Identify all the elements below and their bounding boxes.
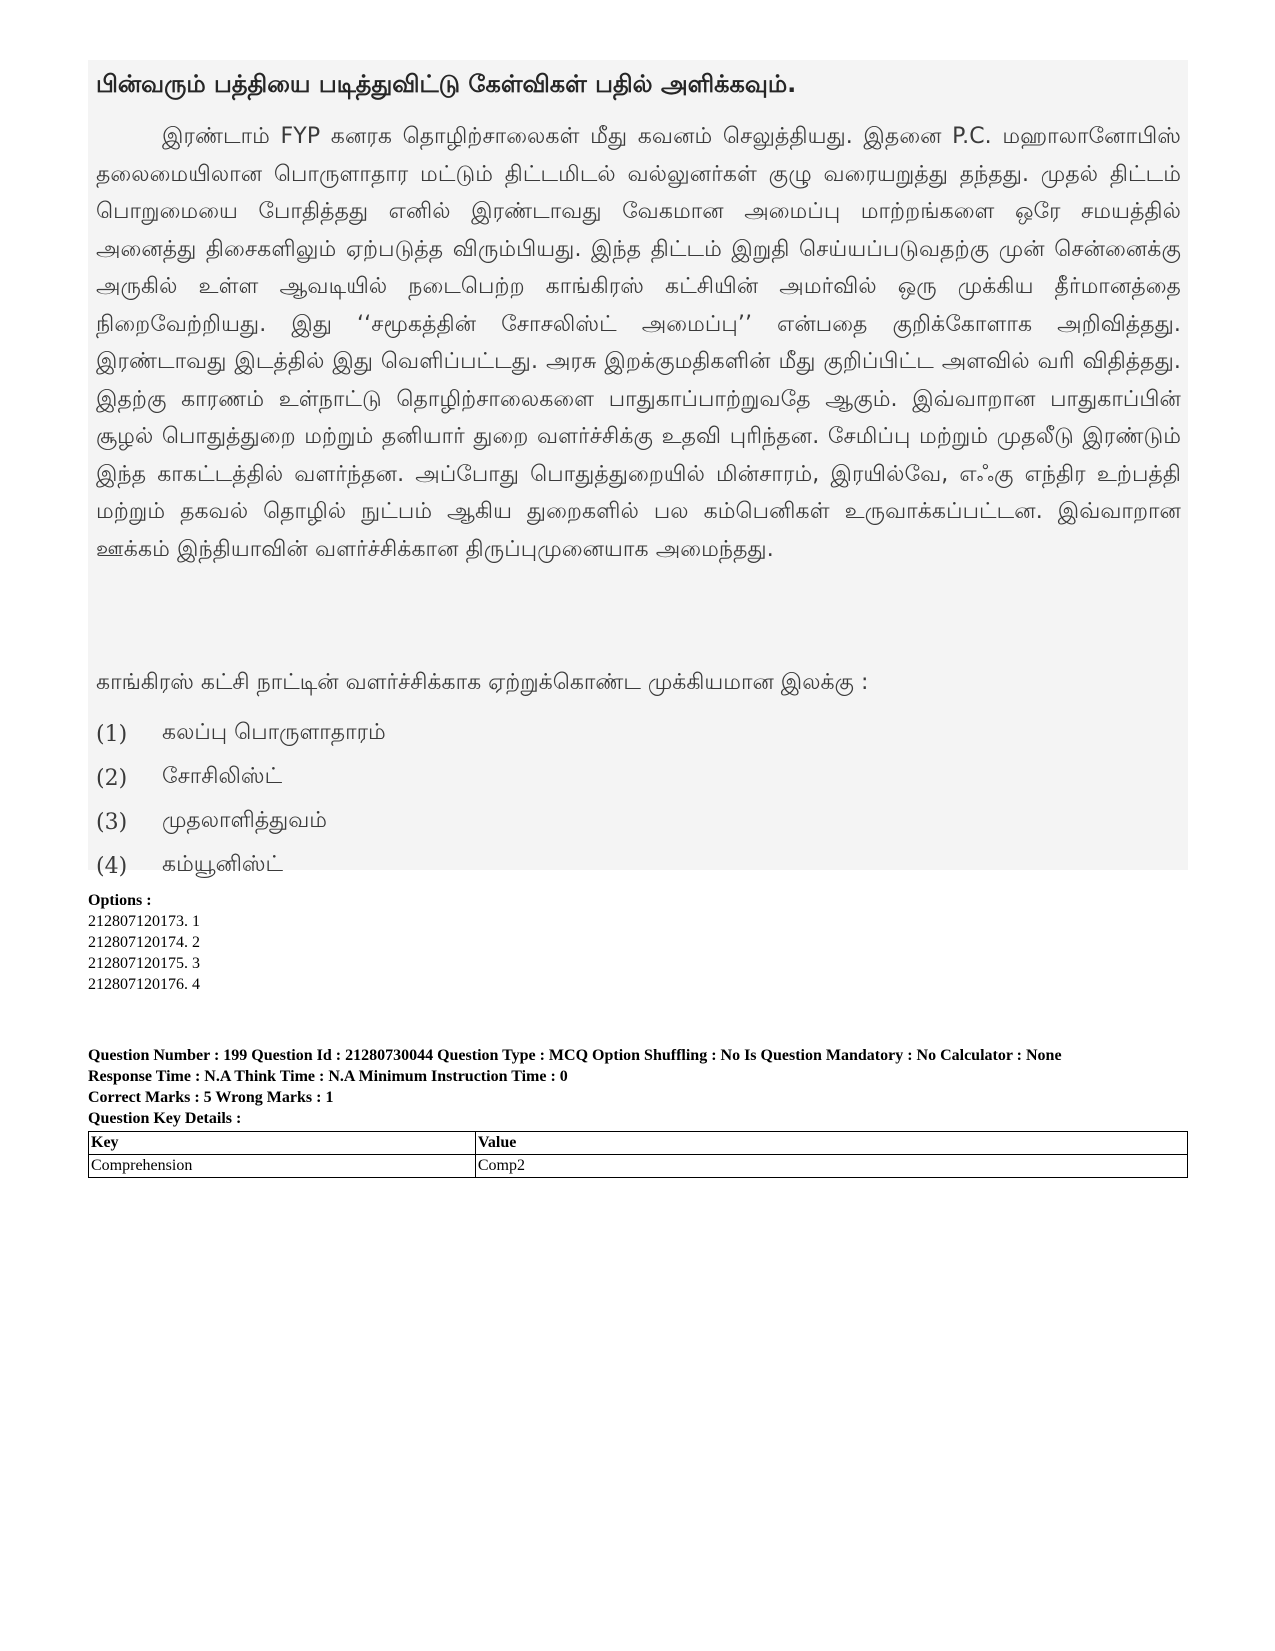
option-number: (2)	[96, 765, 128, 791]
answer-option-3	[96, 800, 386, 844]
table-header-value: Value	[475, 1132, 1187, 1155]
key-details-table	[88, 1131, 1188, 1178]
table-row	[89, 1155, 1188, 1178]
option-text: முதலாளித்துவம்	[162, 808, 327, 833]
options-title: Options :	[88, 892, 152, 909]
key-details-label: Question Key Details :	[88, 1110, 242, 1127]
marks-info-line: Correct Marks : 5 Wrong Marks : 1	[88, 1089, 334, 1106]
answer-option-4	[96, 844, 386, 888]
question-image	[88, 60, 1188, 879]
table-cell-key: Comprehension	[89, 1155, 476, 1178]
question-text: காங்கிரஸ் கட்சி நாட்டின் வளர்ச்சிக்காக ஏற்றுக்கொண்ட முக்கியமான இலக்கு :	[96, 670, 869, 695]
option-id-3: 212807120175. 3	[88, 955, 200, 972]
passage-instruction: பின்வரும் பத்தியை படித்துவிட்டு கேள்விகள் பதில் அளிக்கவும்.	[96, 70, 797, 98]
table-header-key: Key	[89, 1132, 476, 1155]
table-header-row	[89, 1132, 1188, 1155]
option-text: சோசிலிஸ்ட்	[162, 764, 283, 789]
option-id-2: 212807120174. 2	[88, 934, 200, 951]
answer-option-2	[96, 756, 386, 800]
option-text: கலப்பு பொருளாதாரம்	[162, 720, 386, 745]
table-cell-value: Comp2	[475, 1155, 1187, 1178]
answer-options	[96, 712, 386, 888]
option-number: (1)	[96, 721, 128, 747]
question-info-line: Question Number : 199 Question Id : 21280730044 Question Type : MCQ Option Shuffling : No Is Question Mandatory : No Calculator : None	[88, 1047, 1062, 1064]
answer-option-1	[96, 712, 386, 756]
timing-info-line: Response Time : N.A Think Time : N.A Minimum Instruction Time : 0	[88, 1068, 568, 1085]
options-list	[88, 890, 200, 995]
passage-text: இரண்டாம் FYP கனரக தொழிற்சாலைகள் மீது கவனம் செலுத்தியது. இதனை P.C. மஹாலானோபிஸ் தலைமையிலான பொருளாதார மட்டும் திட்டமிடல் வல்லுனர்கள் குழு வரையறுத்து தந்தது. முதல் திட்டம் பொறுமையை போதித்தது எனில் இரண்டாவது வேகமான அமைப்பு மாற்றங்களை ஒரே சமயத்தில் அனைத்து திசைகளிலும் ஏற்படுத்த விரும்பியது. இந்த திட்டம் இறுதி செய்யப்படுவதற்கு முன் சென்னைக்கு அருகில் உள்ள ஆவடியில் நடைபெற்ற காங்கிரஸ் கட்சியின் அமர்வில் ஒரு முக்கிய தீர்மானத்தை நிறைவேற்றியது. இது ‘‘சமூகத்தின் சோசலிஸ்ட் அமைப்பு’’ என்பதை குறிக்கோளாக அறிவித்தது. இரண்டாவது இடத்தில் இது வெளிப்பட்டது. அரசு இறக்குமதிகளின் மீது குறிப்பிட்ட அளவில் வரி விதித்தது. இதற்கு காரணம் உள்நாட்டு தொழிற்சாலைகளை பாதுகாப்பாற்றுவதே ஆகும். இவ்வாறான பாதுகாப்பின் சூழல் பொதுத்துறை மற்றும் தனியார் துறை வளர்ச்சிக்கு உதவி புரிந்தன. சேமிப்பு மற்றும் முதலீடு இரண்டும் இந்த காகட்டத்தில் வளர்ந்தன. அப்போது பொதுத்துறையில் மின்சாரம், இரயில்வே, எஃகு எந்திர உற்பத்தி மற்றும் தகவல் தொழில் நுட்பம் ஆகிய துறைகளில் பல கம்பெனிகள் உருவாக்கப்பட்டன. இவ்வாறான ஊக்கம் இந்தியாவின் வளர்ச்சிக்கான திருப்புமுனையாக அமைந்தது.	[96, 124, 1181, 562]
option-number: (3)	[96, 809, 128, 835]
option-id-1: 212807120173. 1	[88, 913, 200, 930]
option-number: (4)	[96, 853, 128, 879]
question-details	[88, 1045, 1188, 1129]
option-text: கம்யூனிஸ்ட்	[162, 852, 284, 877]
option-id-4: 212807120176. 4	[88, 976, 200, 993]
